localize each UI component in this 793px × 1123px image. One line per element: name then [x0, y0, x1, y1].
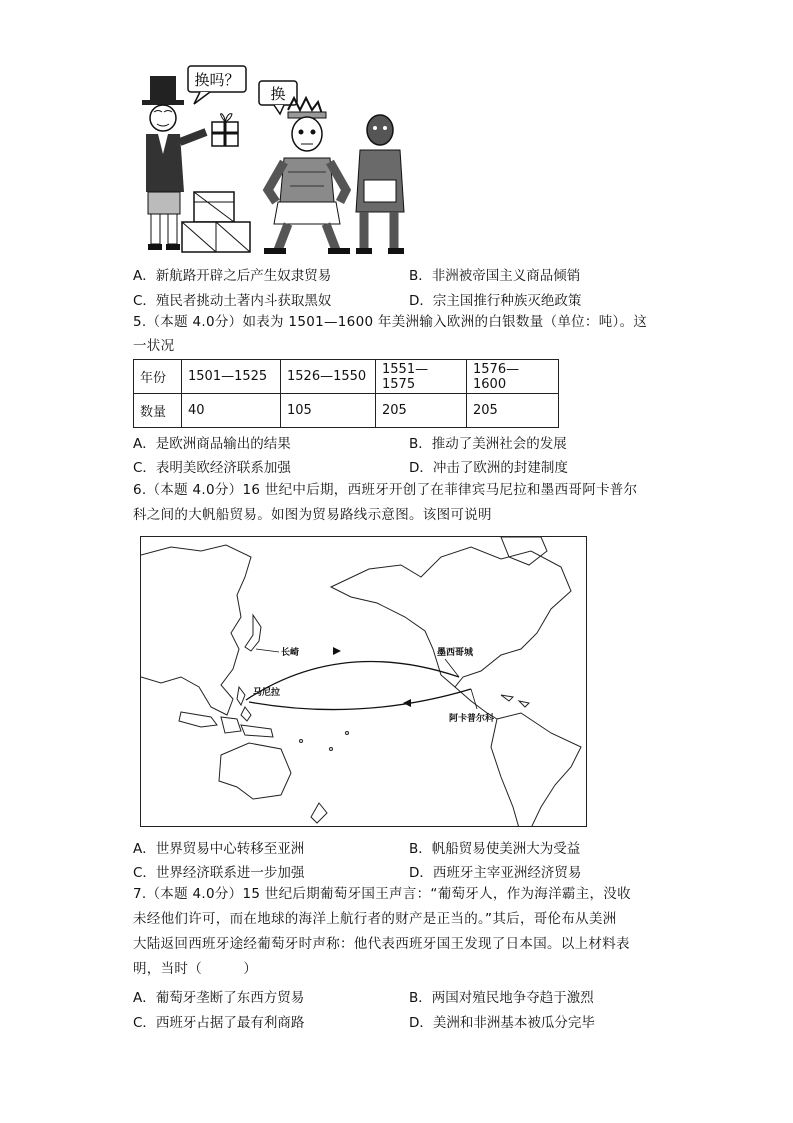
table-row-amounts	[134, 394, 559, 428]
trade-route-map	[140, 536, 587, 827]
map-label-acapulco: 阿卡普尔科	[449, 714, 495, 724]
crates-icon	[182, 192, 250, 252]
q7-stem-line2: 未经他们许可，而在地球的海洋上航行者的财产是正当的。”其后，哥伦布从美洲	[133, 911, 617, 927]
route-arrow-west	[403, 699, 411, 707]
gift-box-icon	[212, 114, 238, 146]
q5-stem-line1: 5.（本题 4.0分）如表为 1501—1600 年美洲输入欧洲的白银数量（单位：吨）。这	[133, 314, 648, 330]
table-period-cell: 1551—1575	[376, 360, 467, 394]
table-period-cell: 1576—1600	[467, 360, 559, 394]
silver-import-table	[133, 359, 559, 428]
world-map	[141, 537, 587, 827]
q7-stem-line4: 明，当时（ ）	[133, 961, 258, 977]
q6-option-b[interactable]: B．帆船贸易使美洲大为受益	[409, 841, 581, 857]
table-header-label: 年份	[134, 360, 182, 394]
table-period-cell: 1526—1550	[281, 360, 376, 394]
q5-option-a[interactable]: A．是欧洲商品输出的结果	[133, 436, 291, 452]
table-row-label: 数量	[134, 394, 182, 428]
q4-option-c[interactable]: C．殖民者挑动土著内斗获取黑奴	[133, 293, 332, 309]
q4-option-a[interactable]: A．新航路开辟之后产生奴隶贸易	[133, 268, 332, 284]
q6-option-c[interactable]: C．世界经济联系进一步加强	[133, 865, 305, 881]
q7-option-c[interactable]: C．西班牙占据了最有利商路	[133, 1015, 305, 1031]
map-label-nagasaki: 长崎	[281, 648, 300, 658]
table-period-cell: 1501—1525	[182, 360, 281, 394]
q5-option-b[interactable]: B．推动了美洲社会的发展	[409, 436, 567, 452]
q6-stem-line1: 6.（本题 4.0分）16 世纪中后期，西班牙开创了在菲律宾马尼拉和墨西哥阿卡普尔	[133, 482, 638, 498]
q7-option-b[interactable]: B．两国对殖民地争夺趋于激烈	[409, 990, 594, 1006]
q7-stem-line3: 大陆返回西班牙途经葡萄牙时声称：他代表西班牙国王发现了日本国。以上材料表	[133, 936, 630, 952]
table-row-periods	[134, 360, 559, 394]
table-amount-cell: 205	[376, 394, 467, 428]
q5-option-d[interactable]: D．冲击了欧洲的封建制度	[409, 460, 568, 476]
q6-option-d[interactable]: D．西班牙主宰亚洲经济贸易	[409, 865, 582, 881]
q4-option-d[interactable]: D．宗主国推行种族灭绝政策	[409, 293, 582, 309]
native-chief-figure	[264, 98, 350, 254]
speech-bubble-right: 换	[270, 85, 286, 103]
q7-option-a[interactable]: A．葡萄牙垄断了东西方贸易	[133, 990, 305, 1006]
cartoon-drawing	[128, 62, 408, 257]
speech-bubble-left: 换吗？	[194, 71, 240, 89]
table-amount-cell: 40	[182, 394, 281, 428]
q6-stem-line2: 科之间的大帆船贸易。如图为贸易路线示意图。该图可说明	[133, 507, 492, 523]
route-return	[249, 689, 471, 710]
landmass-outlines	[141, 537, 581, 827]
q5-option-c[interactable]: C．表明美欧经济联系加强	[133, 460, 291, 476]
table-amount-cell: 105	[281, 394, 376, 428]
african-figure	[356, 115, 404, 254]
q7-stem-line1: 7.（本题 4.0分）15 世纪后期葡萄牙国王声言：“葡萄牙人，作为海洋霸主，没收	[133, 886, 631, 902]
q6-option-a[interactable]: A．世界贸易中心转移至亚洲	[133, 841, 305, 857]
cartoon-illustration	[128, 62, 408, 257]
q4-option-b[interactable]: B．非洲被帝国主义商品倾销	[409, 268, 581, 284]
map-label-mexico-city: 墨西哥城	[437, 648, 474, 658]
q7-option-d[interactable]: D．美洲和非洲基本被瓜分完毕	[409, 1015, 595, 1031]
q5-stem-line2: 一状况	[133, 338, 175, 354]
map-label-manila: 马尼拉	[253, 688, 281, 698]
route-arrow-east	[333, 647, 341, 655]
table-amount-cell: 205	[467, 394, 559, 428]
